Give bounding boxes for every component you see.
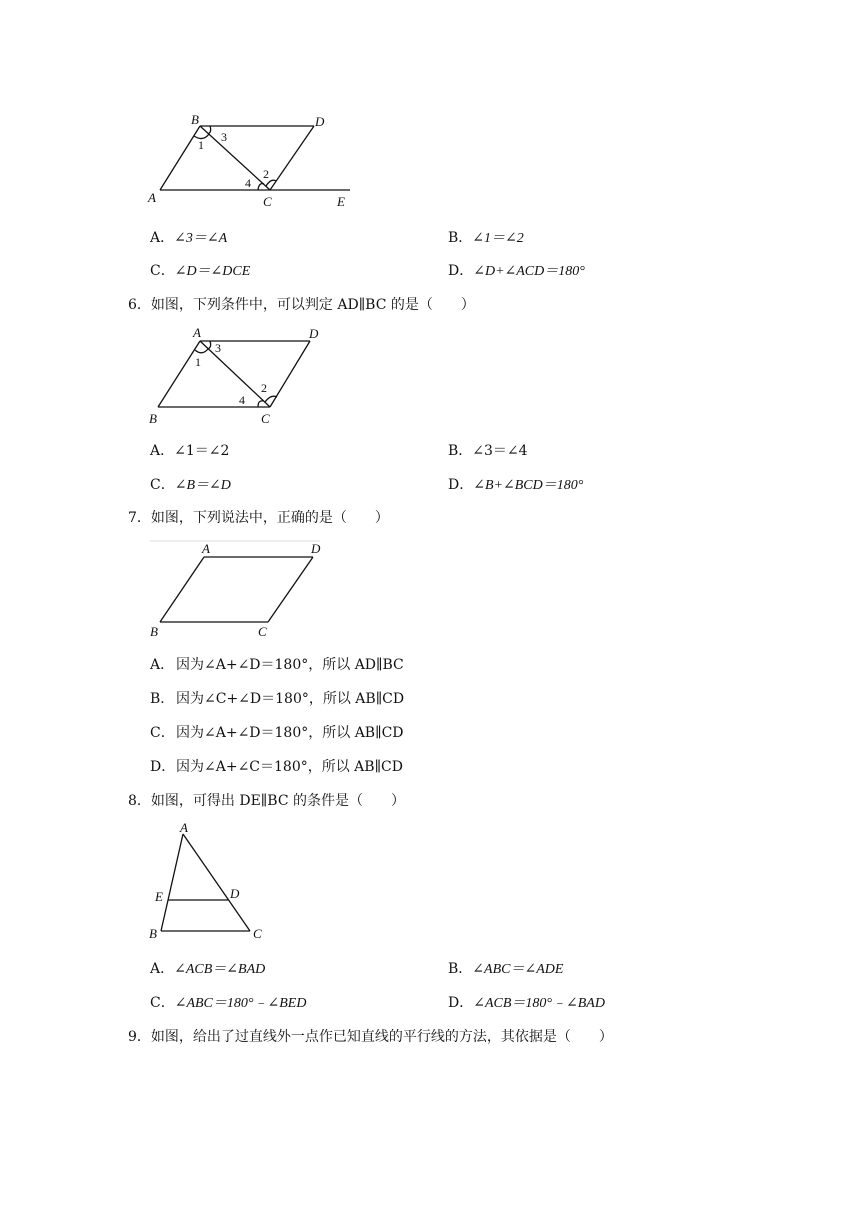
q6-label-4: 4 <box>239 393 245 407</box>
q5-option-d[interactable]: D．∠D+∠ACD＝180° <box>448 263 585 279</box>
q8-label-C: C <box>253 926 262 941</box>
q6-label-C: C <box>261 411 270 426</box>
q9-stem: 9．如图，给出了过直线外一点作已知直线的平行线的方法，其依据是（ ） <box>128 1029 613 1045</box>
q5-option-a[interactable]: A．∠3＝∠A <box>150 230 228 246</box>
q8-label-D: D <box>230 886 240 901</box>
q5-label-4: 4 <box>245 176 251 190</box>
q7-option-c-text: 因为∠A+∠D＝180°，所以 AB∥CD <box>176 725 404 741</box>
q5-label-E: E <box>337 194 345 209</box>
q8-label-B: B <box>149 926 157 941</box>
q6-option-d[interactable]: D．∠B+∠BCD＝180° <box>448 477 584 493</box>
q6-option-b[interactable]: B．∠3＝∠4 <box>448 443 528 459</box>
q7-label-C: C <box>258 624 267 639</box>
q7-option-d-text: 因为∠A+∠C＝180°，所以 AB∥CD <box>176 759 403 775</box>
q8-label-A: A <box>180 820 188 835</box>
q7-label-D: D <box>311 541 321 556</box>
q8-option-a[interactable]: A．∠ACB＝∠BAD <box>150 961 266 977</box>
q5-label-A: A <box>148 190 156 205</box>
q6-option-a[interactable]: A．∠1＝∠2 <box>150 443 230 459</box>
q6-label-A: A <box>193 325 201 340</box>
q7-option-b-text: 因为∠C+∠D＝180°，所以 AB∥CD <box>176 691 405 707</box>
q5-label-1: 1 <box>198 138 204 152</box>
q5-label-2: 2 <box>263 167 269 181</box>
q5-label-C: C <box>263 194 272 209</box>
q6-option-c[interactable]: C．∠B＝∠D <box>150 477 231 493</box>
q6-label-3: 3 <box>215 341 221 355</box>
q5-option-b[interactable]: B．∠1＝∠2 <box>448 230 524 246</box>
q8-option-d[interactable]: D．∠ACB＝180°﹣∠BAD <box>448 995 605 1011</box>
q6-label-1: 1 <box>195 355 201 369</box>
q8-line-AB <box>161 834 183 931</box>
q8-stem: 8．如图，可得出 DE∥BC 的条件是（ ） <box>128 793 405 809</box>
q5-label-D: D <box>315 114 325 129</box>
q7-option-c[interactable]: C． <box>150 725 175 741</box>
q7-label-B: B <box>150 624 158 639</box>
q7-option-d[interactable]: D． <box>150 759 176 775</box>
q6-label-B: B <box>149 411 157 426</box>
q5-label-B: B <box>191 112 199 127</box>
q5-option-c[interactable]: C．∠D＝∠DCE <box>150 263 251 279</box>
q7-option-b[interactable]: B． <box>150 691 175 707</box>
q7-stem: 7．如图，下列说法中，正确的是（ ） <box>128 510 389 526</box>
q7-option-a[interactable]: A． <box>150 657 175 673</box>
q8-line-AC <box>183 834 250 931</box>
q6-stem: 6．如图，下列条件中，可以判定 AD∥BC 的是（ ） <box>128 297 475 313</box>
q8-label-E: E <box>155 889 163 904</box>
q7-label-A: A <box>202 541 210 556</box>
q7-option-a-text: 因为∠A+∠D＝180°，所以 AD∥BC <box>176 657 404 673</box>
q6-label-D: D <box>309 326 319 341</box>
q8-option-b[interactable]: B．∠ABC＝∠ADE <box>448 961 564 977</box>
q5-label-3: 3 <box>221 130 227 144</box>
q8-option-c[interactable]: C．∠ABC＝180°﹣∠BED <box>150 995 307 1011</box>
q6-label-2: 2 <box>261 381 267 395</box>
